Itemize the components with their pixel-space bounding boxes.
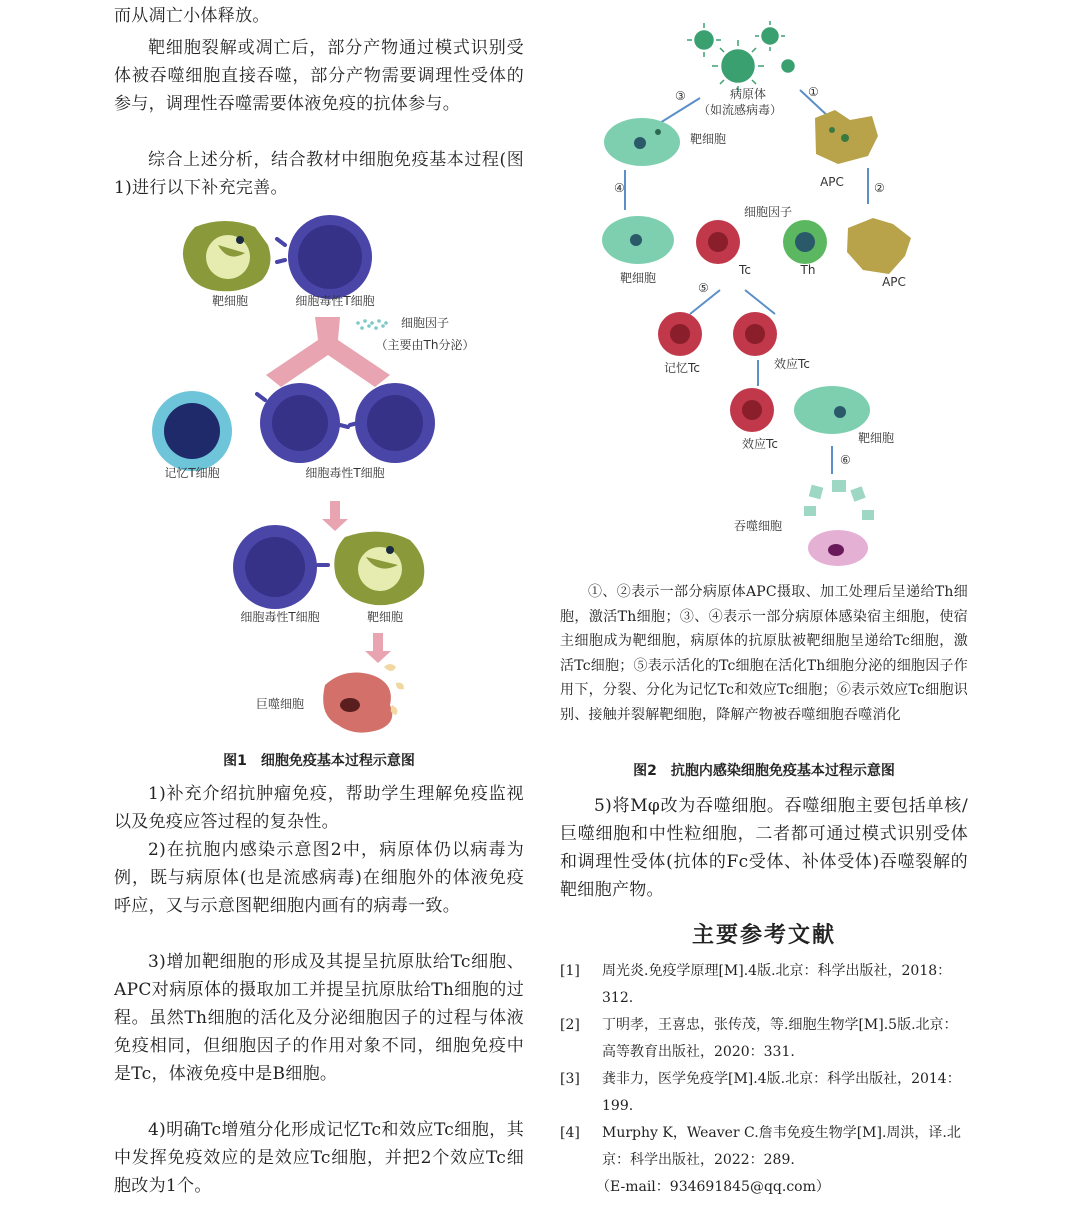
num-2: ② — [874, 181, 885, 195]
figure-2 — [600, 18, 940, 578]
figure-1-diagram — [140, 205, 510, 750]
label-target-3: 靶细胞 — [857, 431, 895, 445]
down-arrow-1 — [322, 501, 348, 531]
reference-item-1 — [560, 958, 968, 1012]
ref-text: 丁明孝，王喜忠，张传茂，等.细胞生物学[M].5版.北京：高等教育出版社，2020：331. — [602, 1017, 958, 1060]
label-cytokine: 细胞因子 — [400, 316, 450, 330]
ctl-cell-mid-2 — [350, 383, 435, 463]
target-cell-2 — [602, 216, 674, 264]
ref-text: 周光炎.免疫学原理[M].4版.北京：科学出版社，2018：312. — [602, 963, 952, 1006]
down-arrow-2 — [365, 633, 391, 663]
label-apc-1: APC — [820, 175, 844, 189]
paragraph-0: 而从凋亡小体释放。 — [114, 6, 270, 26]
paragraph-right-5: 5)将Mφ改为吞噬细胞。吞噬细胞主要包括单核/巨噬细胞和中性粒细胞，二者都可通过模式识别受体和调理性受体(抗体的Fc受体、补体受体)吞噬裂解的靶细胞产物。 — [560, 796, 968, 900]
figure-2-description: ①、②表示一部分病原体APC摄取、加工处理后呈递给Th细胞，激活Th细胞；③、④表示一部分病原体感染宿主细胞，使宿主细胞成为靶细胞，病原体的抗原肽被靶细胞呈递给Tc细胞，激活Tc细胞；⑤表示活化的Tc细胞在活化Th细胞分泌的细胞因子作用下，分裂、分化为记忆Tc和效应Tc细胞；⑥表示效应Tc细胞识别、接触并裂解靶细胞，降解产物被吞噬细胞吞噬消化 — [560, 584, 968, 723]
target-cell-top — [183, 221, 270, 291]
label-cytokine: 细胞因子 — [743, 205, 793, 219]
figure-1-caption: 图1 细胞免疫基本过程示意图 — [223, 753, 415, 769]
num-3: ③ — [675, 89, 686, 103]
memory-tc-cell — [658, 312, 702, 356]
paragraph-4: 2)在抗胞内感染示意图2中，病原体仍以病毒为例，既与病原体(也是流感病毒)在细胞外的体液免疫呼应，又与示意图靶细胞内画有的病毒一致。 — [114, 840, 524, 916]
split-arrow — [266, 317, 390, 387]
target-cell-3 — [794, 386, 870, 434]
ctl-cell-top — [277, 215, 372, 299]
figure-1 — [140, 205, 510, 750]
apc-cell-2 — [847, 218, 911, 274]
ref-num: [3] — [560, 1071, 580, 1087]
target-cell-bottom — [334, 532, 424, 606]
num-4: ④ — [614, 181, 625, 195]
references-title: 主要参考文献 — [691, 923, 836, 948]
label-target-1: 靶细胞 — [689, 132, 727, 146]
label-pathogen: 病原体 — [729, 87, 767, 101]
paragraph-1: 靶细胞裂解或凋亡后，部分产物通过模式识别受体被吞噬细胞直接吞噬，部分产物需要调理性受体的参与，调理性吞噬需要体液免疫的抗体参与。 — [114, 38, 524, 114]
ref-text: 龚非力，医学免疫学[M].4版.北京：科学出版社，2014：199. — [602, 1071, 961, 1114]
macrophage-cell — [323, 664, 404, 733]
label-ctl-top: 细胞毒性T细胞 — [295, 294, 375, 308]
reference-list — [560, 958, 968, 1201]
reference-item-2 — [560, 1012, 968, 1066]
label-memory-t: 记忆T细胞 — [164, 466, 220, 480]
reference-item-4 — [560, 1120, 968, 1174]
num-6: ⑥ — [840, 453, 851, 467]
virus-cluster — [687, 21, 794, 92]
label-apc-2: APC — [882, 275, 906, 289]
label-memory-tc: 记忆Tc — [664, 361, 700, 375]
figure-2-diagram — [600, 18, 940, 578]
reference-item-3 — [560, 1066, 968, 1120]
label-effector-tc-1: 效应Tc — [774, 357, 810, 371]
label-pathogen-note: （如流感病毒） — [697, 103, 783, 117]
paragraph-2: 综合上述分析，结合教材中细胞免疫基本过程(图1)进行以下补充完善。 — [114, 150, 524, 198]
paragraph-6: 4)明确Tc增殖分化形成记忆Tc和效应Tc细胞，其中发挥免疫效应的是效应Tc细胞，并把2个效应Tc细胞改为1个。 — [114, 1120, 524, 1196]
apc-cell-1 — [815, 110, 878, 164]
target-cell-1 — [604, 118, 680, 166]
ctl-cell-mid-1 — [257, 383, 348, 463]
num-5: ⑤ — [698, 281, 709, 295]
paragraph-3: 1)补充介绍抗肿瘤免疫，帮助学生理解免疫监视以及免疫应答过程的复杂性。 — [114, 784, 524, 832]
num-1: ① — [808, 85, 819, 99]
effector-tc-cell-2 — [730, 388, 774, 432]
cytokine-dots — [356, 319, 388, 330]
ref-num: [2] — [560, 1017, 580, 1033]
tc-cell — [696, 220, 740, 264]
ref-num: [4] — [560, 1125, 580, 1141]
label-cytokine-note: （主要由Th分泌） — [375, 338, 475, 352]
label-effector-tc-2: 效应Tc — [742, 437, 778, 451]
label-target-2: 靶细胞 — [619, 271, 657, 285]
figure-2-caption: 图2 抗胞内感染细胞免疫基本过程示意图 — [633, 763, 895, 779]
effector-tc-cell-1 — [733, 312, 777, 356]
ref-text: Murphy K，Weaver C.詹韦免疫生物学[M].周洪，译.北京：科学出版社，2022：289. — [602, 1125, 961, 1168]
label-target-bottom: 靶细胞 — [366, 610, 404, 624]
label-phagocyte: 吞噬细胞 — [733, 519, 783, 533]
label-ctl-bottom: 细胞毒性T细胞 — [240, 610, 320, 624]
ctl-cell-bottom — [233, 525, 328, 609]
author-email: （E-mail：934691845@qq.com） — [596, 1179, 830, 1195]
label-ctl-mid: 细胞毒性T细胞 — [305, 466, 385, 480]
ref-num: [1] — [560, 963, 580, 979]
label-target-top: 靶细胞 — [211, 294, 249, 308]
th-cell — [783, 220, 827, 264]
memory-t-cell — [152, 391, 232, 471]
paragraph-5: 3)增加靶细胞的形成及其提呈抗原肽给Tc细胞、APC对病原体的摄取加工并提呈抗原肽给Th细胞的过程。虽然Th细胞的活化及分泌细胞因子的过程与体液免疫相同，但细胞因子的作用对象不同，细胞免疫中是Tc，体液免疫中是B细胞。 — [114, 952, 524, 1084]
label-th: Th — [800, 263, 816, 277]
label-tc: Tc — [739, 263, 751, 277]
label-macrophage: 巨噬细胞 — [255, 697, 305, 711]
phagocyte-cell — [804, 480, 874, 566]
